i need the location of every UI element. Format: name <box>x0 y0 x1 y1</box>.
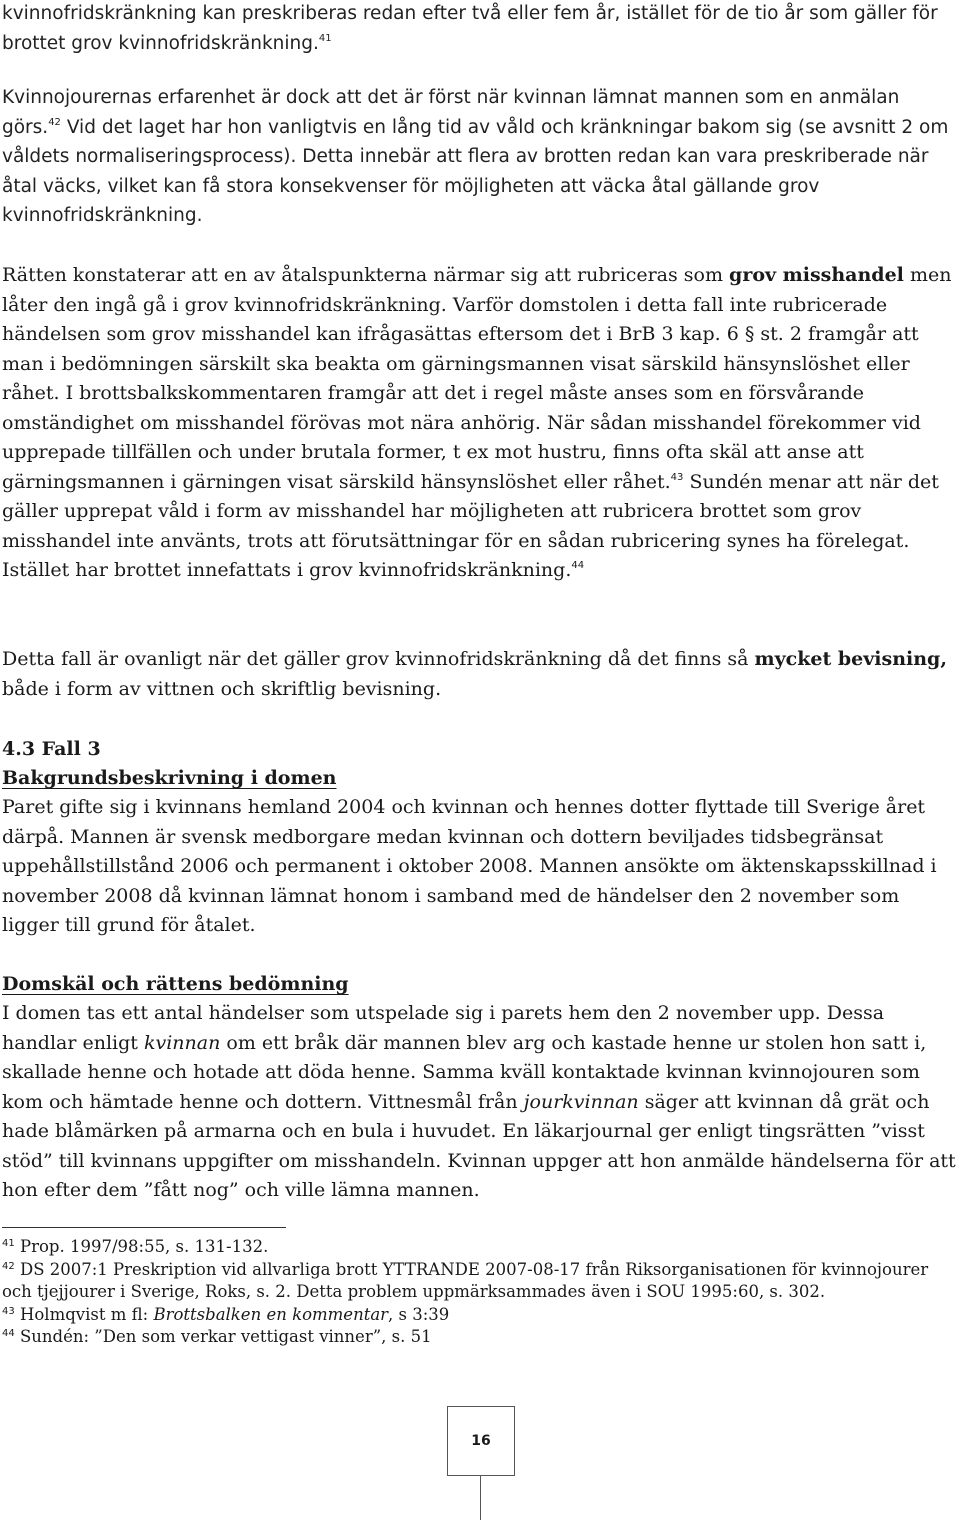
footnote-italic-title: Brottsbalken en kommentar <box>153 1304 389 1324</box>
page-number-box <box>447 1406 515 1476</box>
paragraph-text: Kvinnojourernas erfarenhet är dock att det är först när kvinnan lämnat mannen som en anmälan görs. <box>2 87 900 138</box>
footnote-text: , s 3:39 <box>388 1304 450 1324</box>
bold-text: mycket bevisning, <box>754 648 947 670</box>
italic-text: jourkvinnan <box>523 1090 639 1113</box>
footnote-number: 43 <box>2 1305 15 1317</box>
footnote-number: 41 <box>2 1238 15 1249</box>
paragraph-bakgrund: Paret gifte sig i kvinnans hemland 2004 och kvinnan och hennes dotter flyttade till Sverige året därpå. Mannen är svensk medborgare medan kvinnan och dottern beviljades tidsbegränsat uppehållstillstånd 2006 och permanent i oktober 2008. Mannen ansökte om äktenskapsskillnad i november 2008 då kvinnan lämnat honom i samband med de händelser den 2 november som ligger till grund för åtalet. <box>2 796 937 936</box>
bold-text: grov misshandel <box>729 264 904 286</box>
paragraph-text: men låter den ingå gå i grov kvinnofridskränkning. Varför domstolen i detta fall inte rubricerade händelsen som grov misshandel kan ifrågasättas eftersom det i BrB 3 kap. 6 <box>2 264 952 345</box>
footnote-number: 42 <box>2 1260 15 1272</box>
paragraph-text: I domen tas ett antal händelser som utspelade sig i parets hem den 2 november upp. Dessa handlar enligt <box>2 1002 885 1054</box>
section-heading: 4.3 Fall 3 <box>2 738 101 760</box>
paragraph-preskription-intro <box>2 0 958 58</box>
paragraph-text: både i form av vittnen och skriftlig bevisning. <box>2 677 442 700</box>
footnote-text: DS 2007:1 Preskription vid allvarliga brott YTTRANDE 2007-08-17 från Riksorganisationen för kvinnojourer och tjejjourer i Sverige, Roks, s. 2. Detta problem uppmärksammades även i SOU 1995:60, s. 302. <box>2 1259 929 1301</box>
footnotes <box>2 1236 958 1349</box>
footnote-ref-44[interactable]: 44 <box>571 560 585 571</box>
paragraph-text: Vid det laget har hon vanligtvis en lång tid av våld och kränkningar bakom sig (se avsnitt 2 om våldets normaliseringsprocess). Detta innebär att flera av brotten redan kan vara preskriberade när åtal väcks, vilket kan få stora konsekvenser för möjligheten att väcka åtal gällande grov kvinnofridskränkning. <box>2 116 949 226</box>
footnote-ref-43[interactable]: 43 <box>670 471 684 483</box>
footnote-44 <box>2 1326 958 1349</box>
subheading-domskal: Domskäl och rättens bedömning <box>2 973 349 995</box>
paragraph-kvinnojourer <box>2 83 958 231</box>
page-number: 16 <box>471 1433 491 1449</box>
paragraph-text: Sundén menar att när det gäller upprepat våld i form av misshandel har möjligheten att rubricera brottet som grov misshandel inte använts, trots att förutsättningar för en sådan rubricering synes ha förelegat. Istället har brottet innefattats i grov kvinnofridskränkning. <box>2 470 939 581</box>
footnote-divider <box>2 1227 286 1228</box>
footnote-ref-42[interactable]: 42 <box>48 116 61 128</box>
paragraph-text: st. 2 framgår att man i bedömningen särskilt ska beakta om gärningsmannen visat särskild hänsynslöshet eller råhet. I brottsbalkskommentaren framgår att det i regel måste anses som en försvårande omständighet om misshandel förövas mot nära anhörig. När sådan misshandel förekommer vid upprepade tillfällen och under brutala former, t ex mot hustru, finns ofta skäl att anse att gärningsmannen i gärningen visat särskild hänsynslöshet eller råhet. <box>2 323 921 493</box>
paragraph-text: om ett bråk där mannen blev arg och kastade henne ur stolen hon satt i, skallade henne och hotade att döda henne. Samma kväll kontaktade kvinnan kvinnojouren som kom och hämtade henne och dottern. Vittnesmål från <box>2 1031 927 1113</box>
paragraph-text: Detta fall är ovanligt när det gäller grov kvinnofridskränkning då det finns så <box>2 648 749 670</box>
paragraph-ratten-konstaterar <box>2 261 958 586</box>
footnote-text: Prop. 1997/98:55, s. 131-132. <box>19 1237 269 1256</box>
footnote-41 <box>2 1236 958 1259</box>
paragraph-domskal <box>2 999 958 1206</box>
footnote-text: Holmqvist m fl: <box>19 1304 149 1324</box>
footnote-number: 44 <box>2 1328 15 1339</box>
footnote-42 <box>2 1259 958 1304</box>
subheading-bakgrund: Bakgrundsbeskrivning i domen <box>2 767 337 789</box>
paragraph-ovanligt-fall <box>2 645 958 704</box>
footnote-43 <box>2 1304 958 1327</box>
footnote-text: Sundén: ”Den som verkar vettigast vinner”, s. 51 <box>19 1327 432 1346</box>
footnote-ref-41[interactable]: 41 <box>318 32 332 44</box>
page-number-line <box>480 1476 481 1520</box>
italic-text: kvinnan <box>143 1031 221 1054</box>
paragraph-text: Rätten konstaterar att en av åtalspunkterna närmar sig att rubriceras som <box>2 264 723 286</box>
paragraph-text: säger att kvinnan då grät och hade blåmärken på armarna och en bula i huvudet. En läkarjournal ger enligt tingsrätten ”visst stöd” till kvinnans uppgifter om misshandeln. Kvinnan uppger att hon anmälde händelserna för att hon efter dem ”fått nog” och ville lämna mannen. <box>2 1090 956 1201</box>
section-sign: § <box>744 323 755 345</box>
paragraph-text: kvinnofridskränkning kan preskriberas redan efter två eller fem år, istället för de tio år som gäller för brottet grov kvinnofridskränkning. <box>2 3 938 54</box>
